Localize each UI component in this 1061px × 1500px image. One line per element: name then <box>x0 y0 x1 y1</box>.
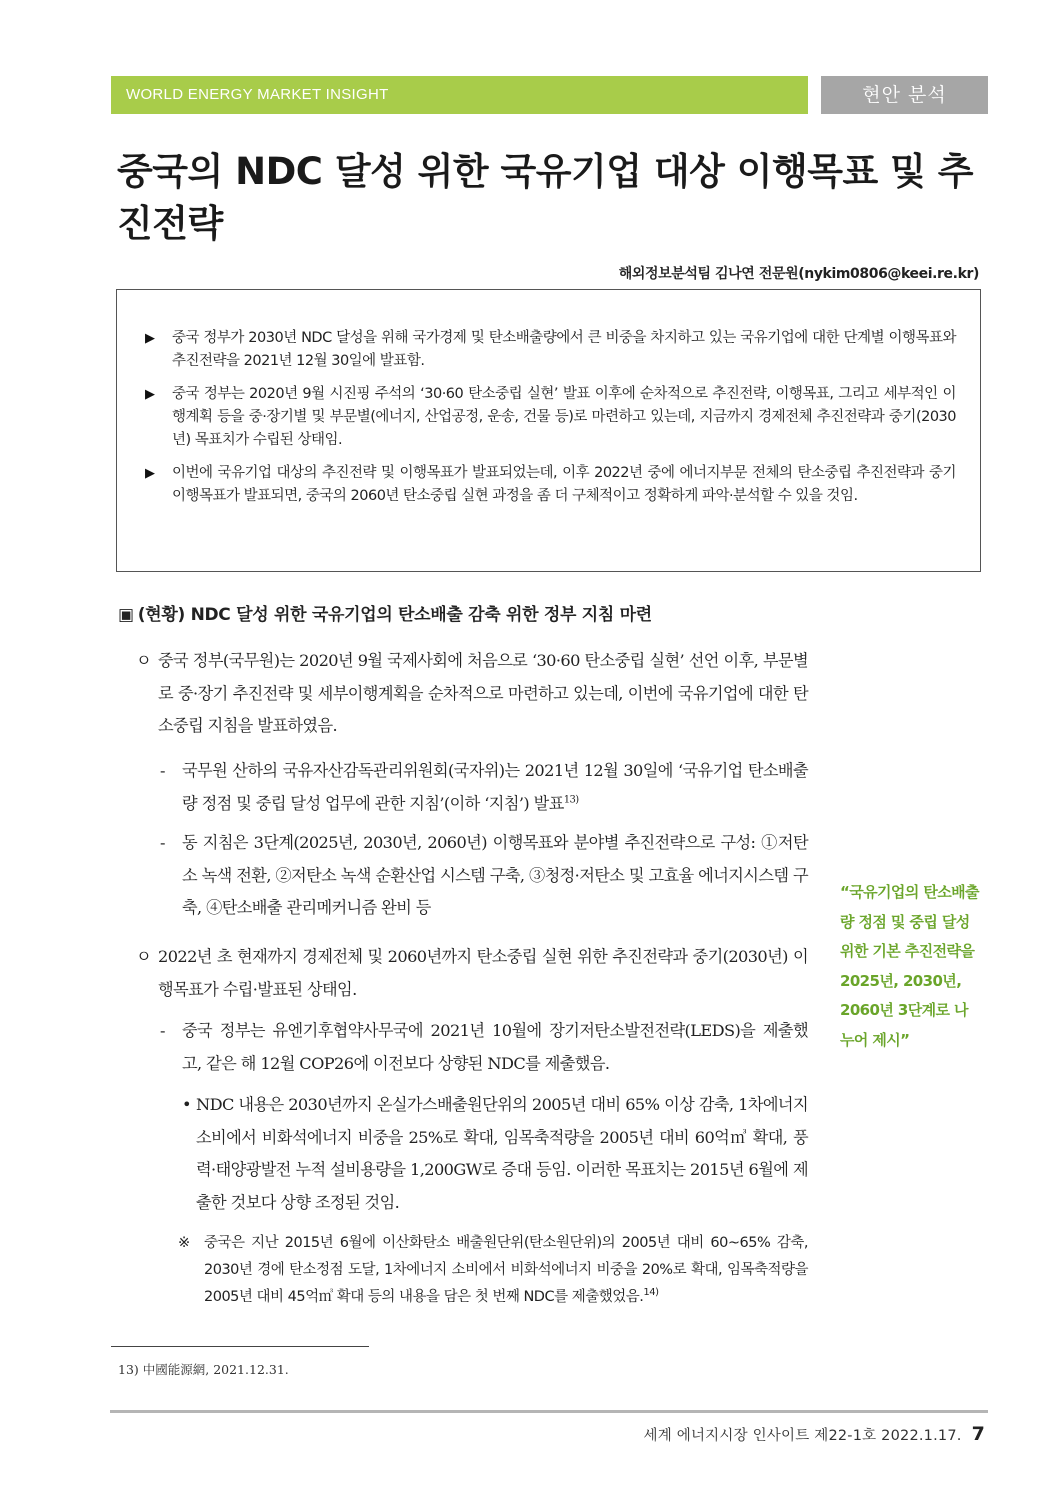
summary-item <box>145 327 956 373</box>
triangle-bullet-icon: ▶ <box>145 466 155 481</box>
paragraph-text: 2022년 초 현재까지 경제전체 및 2060년까지 탄소중립 실현 위한 추진전략과 중기(2030년) 이행목표가 수립·발표된 상태임. <box>158 947 808 999</box>
body-subparagraph <box>160 827 808 925</box>
paragraph-text: 중국 정부는 유엔기후협약사무국에 2021년 10월에 장기저탄소발전전략(LEDS)을 제출했고, 같은 해 12월 COP26에 이전보다 상향된 NDC를 제출했음. <box>182 1021 808 1073</box>
page-footer <box>644 1423 985 1445</box>
page-number: 7 <box>971 1423 985 1445</box>
body-subparagraph <box>160 1015 808 1080</box>
summary-item <box>145 383 956 452</box>
footer-divider <box>110 1410 988 1413</box>
footnote: 13) 中國能源網, 2021.12.31. <box>118 1362 289 1377</box>
summary-box <box>116 289 981 572</box>
circle-bullet-icon: ㅇ <box>136 651 152 670</box>
summary-text: 이번에 국유기업 대상의 추진전략 및 이행목표가 발표되었는데, 이후 2022년 중에 에너지부문 전체의 탄소중립 추진전략과 중기 이행목표가 발표되면, 중국의 2060년 탄소중립 실현 과정을 좀 더 구체적이고 정확하게 파악·분석할 수 있을 것임. <box>172 465 956 504</box>
triangle-bullet-icon: ▶ <box>145 331 155 346</box>
dash-bullet: - <box>160 761 165 780</box>
summary-item <box>145 462 956 508</box>
footnote-ref: 13) <box>563 794 579 806</box>
category-tab <box>821 76 988 114</box>
series-banner <box>111 76 808 114</box>
note-marker-icon: ※ <box>178 1235 190 1251</box>
body-paragraph <box>136 645 808 743</box>
series-label: WORLD ENERGY MARKET INSIGHT <box>126 86 389 103</box>
body-paragraph <box>136 941 808 1006</box>
publication-info: 세계 에너지시장 인사이트 제22-1호 2022.1.17. <box>643 1428 962 1444</box>
footnote-ref: 14) <box>643 1287 659 1299</box>
paragraph-text: 동 지침은 3단계(2025년, 2030년, 2060년) 이행목표와 분야별 추진전략으로 구성: ①저탄소 녹색 전환, ②저탄소 녹색 순환산업 시스템 구축, ③청정·저탄소 및 고효율 에너지시스템 구축, ④탄소배출 관리메커니즘 완비 등 <box>182 833 808 917</box>
circle-bullet-icon: ㅇ <box>136 947 152 966</box>
note-text: 중국은 지난 2015년 6월에 이산화탄소 배출원단위(탄소원단위)의 2005년 대비 60~65% 감축, 2030년 경에 탄소정점 도달, 1차에너지 소비에서 비화석에너지 비중을 20%로 확대, 임목축적량을 2005년 대비 45억㎥ 확대 등의 내용을 담은 첫 번째 NDC를 제출했었음. <box>204 1235 808 1305</box>
author-byline: 해외정보분석팀 김나연 전문원(nykim0806@keei.re.kr) <box>618 266 979 282</box>
paragraph-text: 중국 정부(국무원)는 2020년 9월 국제사회에 처음으로 ‘30·60 탄소중립 실현’ 선언 이후, 부문별로 중·장기 추진전략 및 세부이행계획을 순차적으로 마련하고 있는데, 이번에 국유기업에 대한 탄소중립 지침을 발표하였음. <box>158 651 808 735</box>
footnote-divider <box>111 1346 369 1347</box>
pull-quote: “국유기업의 탄소배출량 정점 및 중립 달성위한 기본 추진전략을 2025년, 2030년, 2060년 3단계로 나누어 제시” <box>840 883 979 1049</box>
paragraph-text: 국무원 산하의 국유자산감독관리위원회(국자위)는 2021년 12월 30일에 ‘국유기업 탄소배출량 정점 및 중립 달성 업무에 관한 지침’(이하 ‘지침’) 발표 <box>182 761 808 813</box>
body-subparagraph <box>160 755 808 820</box>
section-heading <box>118 600 652 625</box>
body-detail <box>182 1089 808 1219</box>
summary-text: 중국 정부는 2020년 9월 시진핑 주석의 ‘30·60 탄소중립 실현’ 발표 이후에 순차적으로 추진전략, 이행목표, 그리고 세부적인 이행계획 등을 중·장기별 및 부문별(에너지, 산업공정, 운송, 건물 등)로 마련하고 있는데, 지금까지 경제전체 추진전략과 중기(2030년) 목표치가 수립된 상태임. <box>172 386 956 448</box>
section-marker-icon: ▣ <box>118 605 134 625</box>
paragraph-text: NDC 내용은 2030년까지 온실가스배출원단위의 2005년 대비 65% 이상 감축, 1차에너지 소비에서 비화석에너지 비중을 25%로 확대, 임목축적량을 2005년 대비 60억㎥ 확대, 풍력·태양광발전 누적 설비용량을 1,200GW로 증대 등임. 이러한 목표치는 2015년 6월에 제출한 것보다 상향 조정된 것임. <box>196 1095 808 1212</box>
summary-text: 중국 정부가 2030년 NDC 달성을 위해 국가경제 및 탄소배출량에서 큰 비중을 차지하고 있는 국유기업에 대한 단계별 이행목표와 추진전략을 2021년 12월 30일에 발표함. <box>172 330 956 369</box>
page-title: 중국의 NDC 달성 위한 국유기업 대상 이행목표 및 추진전략 <box>117 150 973 245</box>
dot-bullet-icon: • <box>182 1095 191 1114</box>
section-heading-text: (현황) NDC 달성 위한 국유기업의 탄소배출 감축 위한 정부 지침 마련 <box>137 605 652 625</box>
dash-bullet: - <box>160 1021 165 1040</box>
triangle-bullet-icon: ▶ <box>145 387 155 402</box>
dash-bullet: - <box>160 833 165 852</box>
reference-note <box>178 1230 808 1311</box>
category-label: 현안 분석 <box>862 84 947 106</box>
